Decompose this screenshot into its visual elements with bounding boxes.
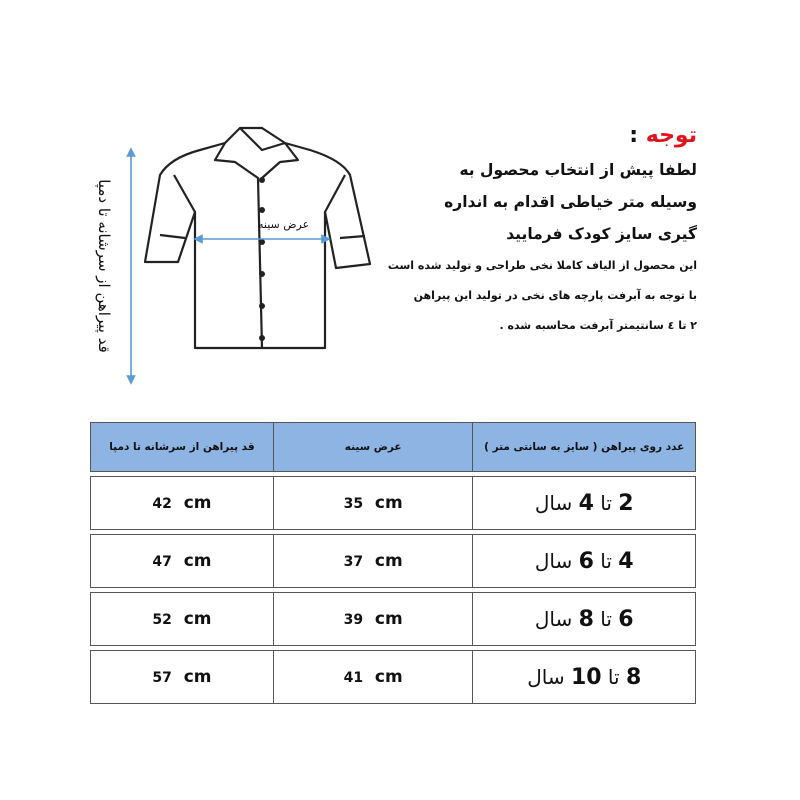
length-cell: 57 cm: [91, 651, 274, 704]
note-small-line: این محصول از الیاف کاملا نخی طراحی و تولید شده است: [387, 259, 697, 272]
table-row: [91, 535, 696, 588]
table-row: [91, 593, 696, 646]
table-row: [91, 651, 696, 704]
size-cell: 8 تا 10 سال: [473, 651, 696, 704]
size-cell: 6 تا 8 سال: [473, 593, 696, 646]
chest-label: عرض سینه: [258, 218, 310, 231]
table-row: [91, 477, 696, 530]
note-small-line: ۲ تا ٤ سانتیمتر آبرفت محاسبه شده .: [499, 319, 697, 332]
size-cell: 2 تا 4 سال: [473, 477, 696, 530]
note-line: لطفا پیش از انتخاب محصول به: [459, 161, 697, 179]
length-cell: 52 cm: [91, 593, 274, 646]
length-cell: 47 cm: [91, 535, 274, 588]
size-cell: 4 تا 6 سال: [473, 535, 696, 588]
header-chest: عرض سینه: [273, 423, 473, 472]
size-table: [90, 422, 696, 704]
note-title: توجه :: [629, 123, 697, 148]
length-cell: 42 cm: [91, 477, 274, 530]
chest-cell: 37 cm: [273, 535, 473, 588]
note-small-line: با توجه به آبرفت پارچه های نخی در تولید این پیراهن: [413, 289, 697, 302]
length-label: قد پیراهن از سرشانه تا دمپا: [95, 179, 113, 353]
chest-cell: 41 cm: [273, 651, 473, 704]
table-header-row: [91, 423, 696, 472]
note-line: وسیله متر خیاطی اقدام به انداره: [444, 193, 697, 211]
note-block: [357, 118, 697, 340]
header-size: عدد روی پیراهن ( سایز به سانتی متر ): [473, 423, 696, 472]
header-length: قد پیراهن از سرشانه تا دمپا: [91, 423, 274, 472]
chest-cell: 39 cm: [273, 593, 473, 646]
chest-cell: 35 cm: [273, 477, 473, 530]
shirt-outline: [145, 128, 370, 348]
note-line: گیری سایز کودک فرمایید: [506, 225, 697, 243]
